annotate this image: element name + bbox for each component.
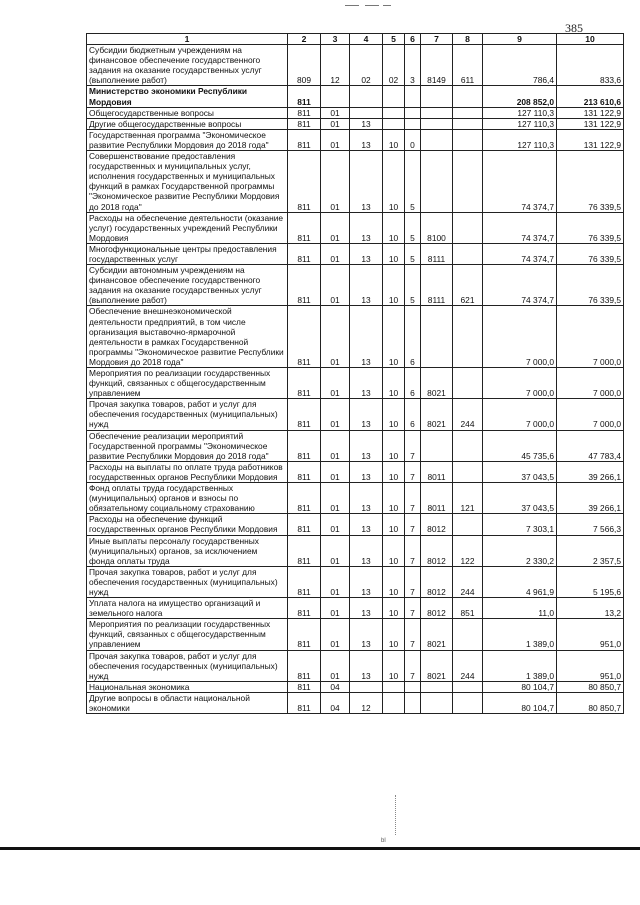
- col-6: 7: [405, 514, 421, 535]
- col-5: [383, 107, 405, 118]
- col-2: 811: [288, 681, 321, 692]
- row-name: Общегосударственные вопросы: [87, 107, 288, 118]
- col-6: [405, 681, 421, 692]
- col-8: 244: [453, 566, 483, 597]
- amount-col-10: 13,2: [557, 598, 624, 619]
- col-6: 6: [405, 368, 421, 399]
- amount-col-10: 5 195,6: [557, 566, 624, 597]
- row-name: Расходы на выплаты по оплате труда работников государственных органов Республики Мордовия: [87, 461, 288, 482]
- col-2: 811: [288, 306, 321, 368]
- col-5: 10: [383, 461, 405, 482]
- amount-col-9: 7 303,1: [483, 514, 557, 535]
- col-3: 01: [321, 461, 350, 482]
- amount-col-10: 80 850,7: [557, 681, 624, 692]
- row-name: Мероприятия по реализации государственных функций, связанных с общегосударственным управлением: [87, 368, 288, 399]
- col-2: 811: [288, 107, 321, 118]
- col-4: 12: [350, 692, 383, 713]
- amount-col-10: 7 000,0: [557, 399, 624, 430]
- amount-col-10: 951,0: [557, 650, 624, 681]
- table-row: [87, 483, 624, 514]
- col-4: [350, 86, 383, 107]
- row-name: Обеспечение реализации мероприятий Государственной программы "Экономическое развитие Республики Мордовия до 2018 года": [87, 430, 288, 461]
- amount-col-10: 7 000,0: [557, 306, 624, 368]
- col-8: [453, 430, 483, 461]
- col-2: 811: [288, 619, 321, 650]
- col-6: 7: [405, 483, 421, 514]
- col-2: 811: [288, 265, 321, 306]
- table-row: [87, 86, 624, 107]
- amount-col-10: 76 339,5: [557, 151, 624, 213]
- table-row: [87, 118, 624, 129]
- col-2: 811: [288, 514, 321, 535]
- col-4: 13: [350, 650, 383, 681]
- col-8: [453, 619, 483, 650]
- col-2: 811: [288, 692, 321, 713]
- col-8: 122: [453, 535, 483, 566]
- amount-col-9: 11,0: [483, 598, 557, 619]
- col-4: 13: [350, 265, 383, 306]
- amount-col-9: 7 000,0: [483, 368, 557, 399]
- row-name: Другие общегосударственные вопросы: [87, 118, 288, 129]
- col-8: [453, 129, 483, 150]
- col-2: 811: [288, 243, 321, 264]
- table-row: [87, 45, 624, 86]
- table-row: [87, 212, 624, 243]
- col-6: [405, 692, 421, 713]
- page-number: 385: [565, 21, 583, 35]
- col-7: 8021: [421, 399, 453, 430]
- col-2: 811: [288, 461, 321, 482]
- column-header: 5: [383, 34, 405, 45]
- col-4: 13: [350, 129, 383, 150]
- amount-col-10: 76 339,5: [557, 243, 624, 264]
- col-2: 811: [288, 212, 321, 243]
- col-3: 01: [321, 306, 350, 368]
- col-8: 121: [453, 483, 483, 514]
- col-4: 02: [350, 45, 383, 86]
- amount-col-9: 80 104,7: [483, 681, 557, 692]
- col-6: [405, 86, 421, 107]
- table-row: [87, 681, 624, 692]
- col-3: 01: [321, 129, 350, 150]
- col-2: 811: [288, 430, 321, 461]
- col-7: 8011: [421, 483, 453, 514]
- col-8: [453, 514, 483, 535]
- col-2: 811: [288, 118, 321, 129]
- col-7: [421, 118, 453, 129]
- col-7: 8111: [421, 243, 453, 264]
- col-8: 244: [453, 399, 483, 430]
- col-3: 01: [321, 151, 350, 213]
- col-6: 7: [405, 535, 421, 566]
- column-header: 8: [453, 34, 483, 45]
- table-header-row: [87, 34, 624, 45]
- col-8: [453, 107, 483, 118]
- col-2: 811: [288, 483, 321, 514]
- col-5: 10: [383, 598, 405, 619]
- amount-col-10: 7 000,0: [557, 368, 624, 399]
- col-8: [453, 86, 483, 107]
- table-row: [87, 430, 624, 461]
- col-3: 01: [321, 535, 350, 566]
- row-name: Прочая закупка товаров, работ и услуг для обеспечения государственных (муниципальных) нужд: [87, 566, 288, 597]
- col-5: [383, 681, 405, 692]
- amount-col-9: 37 043,5: [483, 483, 557, 514]
- row-name: Национальная экономика: [87, 681, 288, 692]
- col-5: 10: [383, 212, 405, 243]
- col-5: [383, 692, 405, 713]
- amount-col-9: 7 000,0: [483, 306, 557, 368]
- col-4: [350, 107, 383, 118]
- amount-col-9: 127 110,3: [483, 107, 557, 118]
- col-6: 5: [405, 212, 421, 243]
- amount-col-10: 2 357,5: [557, 535, 624, 566]
- row-name: Субсидии автономным учреждениям на финансовое обеспечение государственного задания на оказание государственных услуг (выполнение работ): [87, 265, 288, 306]
- column-header: 7: [421, 34, 453, 45]
- row-name: Уплата налога на имущество организаций и земельного налога: [87, 598, 288, 619]
- col-3: 04: [321, 692, 350, 713]
- amount-col-10: 131 122,9: [557, 118, 624, 129]
- col-8: [453, 212, 483, 243]
- col-3: 01: [321, 243, 350, 264]
- col-3: 01: [321, 619, 350, 650]
- col-8: [453, 306, 483, 368]
- amount-col-10: 47 783,4: [557, 430, 624, 461]
- amount-col-10: 131 122,9: [557, 107, 624, 118]
- amount-col-10: 76 339,5: [557, 212, 624, 243]
- row-name: Многофункциональные центры предоставления государственных услуг: [87, 243, 288, 264]
- row-name: Субсидии бюджетным учреждениям на финансовое обеспечение государственного задания на оказание государственных услуг (выполнение работ): [87, 45, 288, 86]
- table-row: [87, 151, 624, 213]
- column-header: 10: [557, 34, 624, 45]
- table-row: [87, 535, 624, 566]
- amount-col-9: 7 000,0: [483, 399, 557, 430]
- col-3: 01: [321, 598, 350, 619]
- table-row: [87, 107, 624, 118]
- scan-fold-marks: [395, 795, 398, 835]
- amount-col-9: 74 374,7: [483, 212, 557, 243]
- col-6: 6: [405, 306, 421, 368]
- col-6: [405, 107, 421, 118]
- col-8: [453, 681, 483, 692]
- row-name: Мероприятия по реализации государственных функций, связанных с общегосударственным управлением: [87, 619, 288, 650]
- col-5: 10: [383, 483, 405, 514]
- amount-col-9: 37 043,5: [483, 461, 557, 482]
- col-5: [383, 86, 405, 107]
- col-8: [453, 243, 483, 264]
- col-5: 10: [383, 368, 405, 399]
- col-2: 811: [288, 86, 321, 107]
- col-6: 5: [405, 243, 421, 264]
- col-7: [421, 692, 453, 713]
- col-7: [421, 107, 453, 118]
- col-7: [421, 306, 453, 368]
- col-5: 10: [383, 535, 405, 566]
- col-2: 811: [288, 151, 321, 213]
- table-row: [87, 619, 624, 650]
- col-2: 809: [288, 45, 321, 86]
- table-row: [87, 368, 624, 399]
- col-4: 13: [350, 118, 383, 129]
- col-4: 13: [350, 566, 383, 597]
- row-name: Обеспечение внешнеэкономической деятельности предприятий, в том числе организация выставочно-ярмарочной деятельности в рамках Государственной программы "Экономическое развитие Республики Мордовия до 2018 года": [87, 306, 288, 368]
- col-8: [453, 692, 483, 713]
- table-row: [87, 566, 624, 597]
- table-row: [87, 306, 624, 368]
- row-name: Прочая закупка товаров, работ и услуг для обеспечения государственных (муниципальных) нужд: [87, 399, 288, 430]
- col-5: [383, 118, 405, 129]
- table-body: [87, 34, 624, 714]
- col-7: 8021: [421, 619, 453, 650]
- scan-top-mark: [345, 2, 395, 8]
- amount-col-9: 127 110,3: [483, 129, 557, 150]
- row-name: Расходы на обеспечение функций государственных органов Республики Мордовия: [87, 514, 288, 535]
- col-2: 811: [288, 598, 321, 619]
- amount-col-9: 1 389,0: [483, 619, 557, 650]
- amount-col-9: 127 110,3: [483, 118, 557, 129]
- col-3: 01: [321, 430, 350, 461]
- table-row: [87, 399, 624, 430]
- col-5: 10: [383, 566, 405, 597]
- col-7: [421, 681, 453, 692]
- table-row: [87, 243, 624, 264]
- col-7: 8100: [421, 212, 453, 243]
- table-row: [87, 650, 624, 681]
- col-7: [421, 430, 453, 461]
- col-5: 02: [383, 45, 405, 86]
- col-4: 13: [350, 212, 383, 243]
- col-7: 8011: [421, 461, 453, 482]
- amount-col-10: 39 266,1: [557, 483, 624, 514]
- col-4: 13: [350, 514, 383, 535]
- table-row: [87, 598, 624, 619]
- col-5: 10: [383, 650, 405, 681]
- col-6: 7: [405, 566, 421, 597]
- column-header: 6: [405, 34, 421, 45]
- col-2: 811: [288, 129, 321, 150]
- col-7: 8111: [421, 265, 453, 306]
- col-4: 13: [350, 368, 383, 399]
- table-row: [87, 514, 624, 535]
- amount-col-9: 74 374,7: [483, 243, 557, 264]
- col-8: [453, 461, 483, 482]
- col-2: 811: [288, 368, 321, 399]
- amount-col-9: 208 852,0: [483, 86, 557, 107]
- col-4: 13: [350, 598, 383, 619]
- col-6: 5: [405, 265, 421, 306]
- col-3: 01: [321, 118, 350, 129]
- col-8: 611: [453, 45, 483, 86]
- row-name: Расходы на обеспечение деятельности (оказание услуг) государственных учреждений Республики Мордовия: [87, 212, 288, 243]
- amount-col-10: 7 566,3: [557, 514, 624, 535]
- col-3: [321, 86, 350, 107]
- col-4: 13: [350, 243, 383, 264]
- row-name: Другие вопросы в области национальной экономики: [87, 692, 288, 713]
- col-7: 8012: [421, 535, 453, 566]
- col-4: 13: [350, 306, 383, 368]
- col-3: 04: [321, 681, 350, 692]
- col-7: 8012: [421, 598, 453, 619]
- col-7: 8021: [421, 368, 453, 399]
- col-6: 7: [405, 430, 421, 461]
- col-7: 8149: [421, 45, 453, 86]
- col-8: 851: [453, 598, 483, 619]
- col-7: [421, 86, 453, 107]
- col-2: 811: [288, 399, 321, 430]
- col-3: 01: [321, 212, 350, 243]
- col-8: [453, 368, 483, 399]
- col-2: 811: [288, 535, 321, 566]
- col-3: 01: [321, 265, 350, 306]
- col-7: [421, 151, 453, 213]
- col-6: 7: [405, 650, 421, 681]
- column-header: 4: [350, 34, 383, 45]
- col-6: 0: [405, 129, 421, 150]
- col-5: 10: [383, 151, 405, 213]
- scan-bottom-mark: bl: [381, 838, 386, 844]
- table-row: [87, 692, 624, 713]
- col-7: [421, 129, 453, 150]
- col-4: [350, 681, 383, 692]
- col-5: 10: [383, 129, 405, 150]
- col-3: 01: [321, 514, 350, 535]
- column-header: 9: [483, 34, 557, 45]
- col-3: 01: [321, 368, 350, 399]
- amount-col-9: 74 374,7: [483, 265, 557, 306]
- row-name: Фонд оплаты труда государственных (муниципальных) органов и взносы по обязательному социальному страхованию: [87, 483, 288, 514]
- amount-col-9: 786,4: [483, 45, 557, 86]
- row-name: Совершенствование предоставления государственных и муниципальных услуг, исполнения государственных и муниципальных функций в рамках Государственной программы "Экономическое развитие Республики Мордовия до 2018 года": [87, 151, 288, 213]
- page-bottom-rule: [0, 847, 640, 850]
- col-3: 01: [321, 566, 350, 597]
- col-6: 7: [405, 619, 421, 650]
- col-6: 6: [405, 399, 421, 430]
- col-5: 10: [383, 399, 405, 430]
- col-5: 10: [383, 430, 405, 461]
- column-header: 2: [288, 34, 321, 45]
- table-row: [87, 265, 624, 306]
- col-5: 10: [383, 306, 405, 368]
- col-5: 10: [383, 243, 405, 264]
- col-3: 01: [321, 650, 350, 681]
- col-3: 01: [321, 107, 350, 118]
- amount-col-10: 131 122,9: [557, 129, 624, 150]
- amount-col-10: 80 850,7: [557, 692, 624, 713]
- amount-col-9: 80 104,7: [483, 692, 557, 713]
- row-name: Иные выплаты персоналу государственных (муниципальных) органов, за исключением фонда оплаты труда: [87, 535, 288, 566]
- amount-col-10: 833,6: [557, 45, 624, 86]
- amount-col-9: 4 961,9: [483, 566, 557, 597]
- col-4: 13: [350, 151, 383, 213]
- col-4: 13: [350, 483, 383, 514]
- column-header: 3: [321, 34, 350, 45]
- col-6: [405, 118, 421, 129]
- col-3: 01: [321, 483, 350, 514]
- col-2: 811: [288, 566, 321, 597]
- col-3: 12: [321, 45, 350, 86]
- col-8: [453, 151, 483, 213]
- col-4: 13: [350, 535, 383, 566]
- col-6: 3: [405, 45, 421, 86]
- budget-table: [86, 33, 624, 714]
- table-row: [87, 129, 624, 150]
- col-4: 13: [350, 461, 383, 482]
- col-2: 811: [288, 650, 321, 681]
- col-3: 01: [321, 399, 350, 430]
- amount-col-10: 39 266,1: [557, 461, 624, 482]
- col-5: 10: [383, 265, 405, 306]
- amount-col-9: 74 374,7: [483, 151, 557, 213]
- amount-col-9: 1 389,0: [483, 650, 557, 681]
- col-5: 10: [383, 619, 405, 650]
- col-6: 7: [405, 461, 421, 482]
- row-name: Государственная программа "Экономическое развитие Республики Мордовия до 2018 года": [87, 129, 288, 150]
- col-8: 621: [453, 265, 483, 306]
- col-6: 7: [405, 598, 421, 619]
- amount-col-10: 213 610,6: [557, 86, 624, 107]
- amount-col-9: 45 735,6: [483, 430, 557, 461]
- col-5: 10: [383, 514, 405, 535]
- amount-col-10: 951,0: [557, 619, 624, 650]
- col-4: 13: [350, 399, 383, 430]
- column-header: 1: [87, 34, 288, 45]
- row-name: Прочая закупка товаров, работ и услуг для обеспечения государственных (муниципальных) нужд: [87, 650, 288, 681]
- col-7: 8012: [421, 514, 453, 535]
- col-7: 8021: [421, 650, 453, 681]
- row-name: Министерство экономики Республики Мордовия: [87, 86, 288, 107]
- col-4: 13: [350, 430, 383, 461]
- col-7: 8012: [421, 566, 453, 597]
- col-6: 5: [405, 151, 421, 213]
- table-row: [87, 461, 624, 482]
- col-8: [453, 118, 483, 129]
- col-4: 13: [350, 619, 383, 650]
- col-8: 244: [453, 650, 483, 681]
- amount-col-9: 2 330,2: [483, 535, 557, 566]
- amount-col-10: 76 339,5: [557, 265, 624, 306]
